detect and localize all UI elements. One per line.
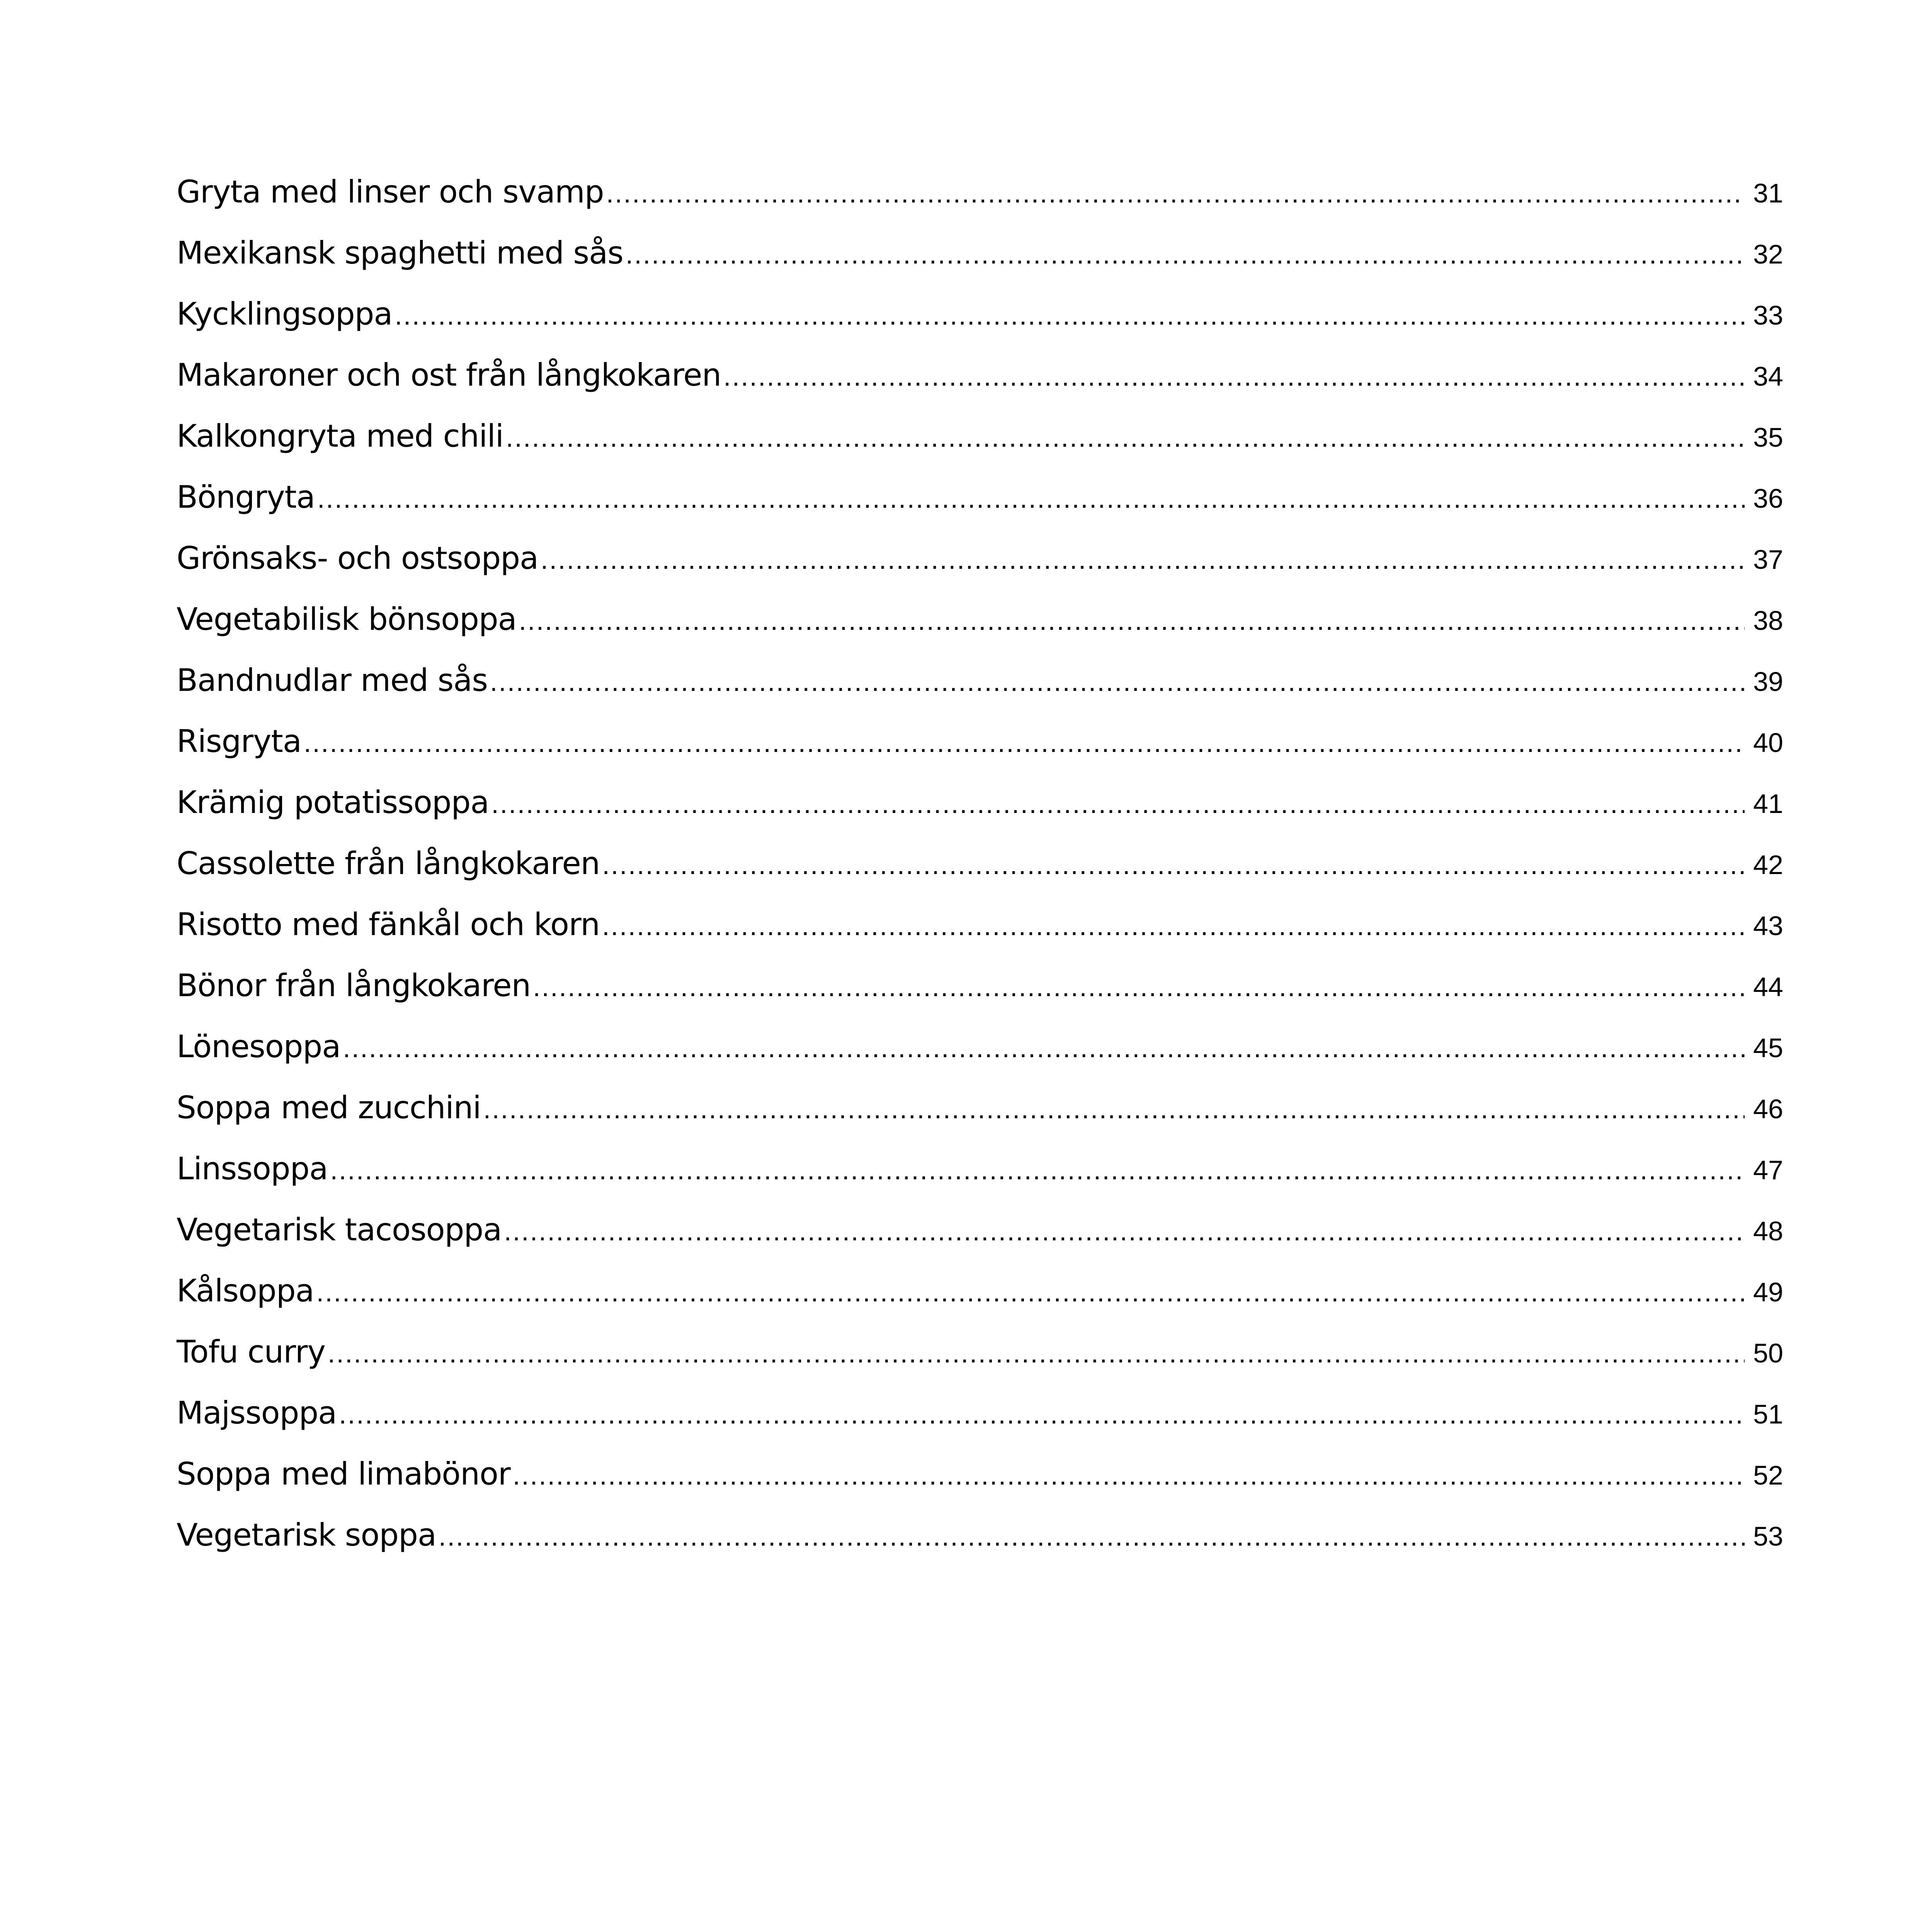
toc-entry-title: Vegetarisk soppa [177,1517,436,1553]
toc-entry[interactable] [177,1517,1783,1578]
toc-entry-page: 35 [1753,422,1783,452]
toc-entry[interactable] [177,906,1783,968]
toc-dot-leader [519,605,1745,636]
toc-entry-title: Cassolette från långkokaren [177,845,600,881]
toc-entry-title: Gryta med linser och svamp [177,174,604,210]
toc-dot-leader [339,1399,1745,1430]
toc-entry[interactable] [177,968,1783,1029]
toc-entry-page: 48 [1753,1216,1783,1246]
toc-entry[interactable] [177,845,1783,906]
toc-entry-page: 40 [1753,728,1783,758]
toc-entry-title: Böngryta [177,479,315,515]
toc-entry-title: Bönor från långkokaren [177,968,531,1003]
toc-entry[interactable] [177,662,1783,723]
toc-dot-leader [490,666,1745,697]
table-of-contents [177,174,1783,1578]
toc-entry-title: Risgryta [177,723,301,759]
toc-entry-title: Makaroner och ost från långkokaren [177,357,721,393]
toc-entry[interactable] [177,479,1783,540]
toc-entry-title: Vegetabilisk bönsoppa [177,601,517,637]
toc-entry[interactable] [177,357,1783,418]
toc-dot-leader [533,971,1745,1002]
toc-entry-page: 38 [1753,605,1783,636]
toc-dot-leader [606,178,1745,209]
toc-entry[interactable] [177,1151,1783,1212]
toc-entry[interactable] [177,235,1783,296]
toc-entry-page: 41 [1753,789,1783,819]
toc-entry-title: Krämig potatissoppa [177,784,489,820]
toc-entry[interactable] [177,418,1783,479]
toc-entry-page: 45 [1753,1033,1783,1063]
toc-entry-title: Majssoppa [177,1395,337,1431]
toc-entry-title: Vegetarisk tacosoppa [177,1212,502,1248]
toc-entry[interactable] [177,1334,1783,1395]
toc-entry-page: 44 [1753,972,1783,1002]
toc-dot-leader [602,849,1745,880]
toc-dot-leader [602,910,1745,941]
toc-entry-page: 52 [1753,1460,1783,1490]
toc-dot-leader [723,361,1745,392]
toc-dot-leader [506,422,1745,453]
toc-dot-leader [328,1338,1745,1369]
toc-entry-title: Lönesoppa [177,1029,341,1065]
toc-dot-leader [330,1155,1745,1185]
toc-dot-leader [395,300,1745,331]
toc-entry-page: 33 [1753,300,1783,330]
toc-entry[interactable] [177,1212,1783,1273]
toc-entry-page: 46 [1753,1094,1783,1124]
toc-entry-page: 53 [1753,1521,1783,1551]
toc-entry-title: Soppa med limabönor [177,1456,510,1492]
toc-entry-page: 43 [1753,911,1783,941]
toc-dot-leader [483,1094,1745,1124]
toc-entry[interactable] [177,1273,1783,1334]
toc-entry-page: 34 [1753,361,1783,391]
toc-entry[interactable] [177,723,1783,784]
toc-dot-leader [491,788,1745,819]
toc-entry-title: Kycklingsoppa [177,296,393,332]
toc-entry-title: Mexikansk spaghetti med sås [177,235,623,271]
toc-entry-title: Kalkongryta med chili [177,418,503,454]
toc-entry-title: Bandnudlar med sås [177,662,488,698]
toc-dot-leader [504,1216,1745,1247]
toc-entry[interactable] [177,601,1783,662]
toc-dot-leader [626,239,1745,270]
toc-dot-leader [439,1521,1745,1552]
toc-entry-page: 37 [1753,544,1783,575]
toc-entry[interactable] [177,1090,1783,1151]
toc-entry-page: 47 [1753,1155,1783,1185]
toc-entry-page: 32 [1753,239,1783,269]
toc-dot-leader [317,483,1745,514]
toc-entry-page: 42 [1753,850,1783,880]
toc-entry-title: Grönsaks- och ostsoppa [177,540,539,576]
toc-dot-leader [343,1032,1745,1063]
toc-dot-leader [513,1460,1745,1491]
toc-dot-leader [541,544,1745,575]
toc-entry[interactable] [177,174,1783,235]
toc-entry-title: Kålsoppa [177,1273,314,1309]
toc-entry-page: 36 [1753,483,1783,514]
toc-entry-page: 39 [1753,667,1783,697]
toc-entry[interactable] [177,1029,1783,1090]
toc-entry-title: Risotto med fänkål och korn [177,906,600,942]
toc-entry-page: 31 [1753,178,1783,208]
toc-entry[interactable] [177,540,1783,601]
toc-dot-leader [304,727,1745,758]
toc-entry-page: 50 [1753,1338,1783,1368]
toc-entry-title: Tofu curry [177,1334,325,1370]
toc-entry[interactable] [177,784,1783,845]
toc-entry-title: Linssoppa [177,1151,328,1187]
toc-entry[interactable] [177,1456,1783,1517]
toc-entry[interactable] [177,1395,1783,1456]
toc-entry[interactable] [177,296,1783,357]
toc-entry-page: 51 [1753,1399,1783,1429]
toc-dot-leader [316,1277,1745,1308]
toc-entry-title: Soppa med zucchini [177,1090,481,1126]
toc-entry-page: 49 [1753,1277,1783,1307]
